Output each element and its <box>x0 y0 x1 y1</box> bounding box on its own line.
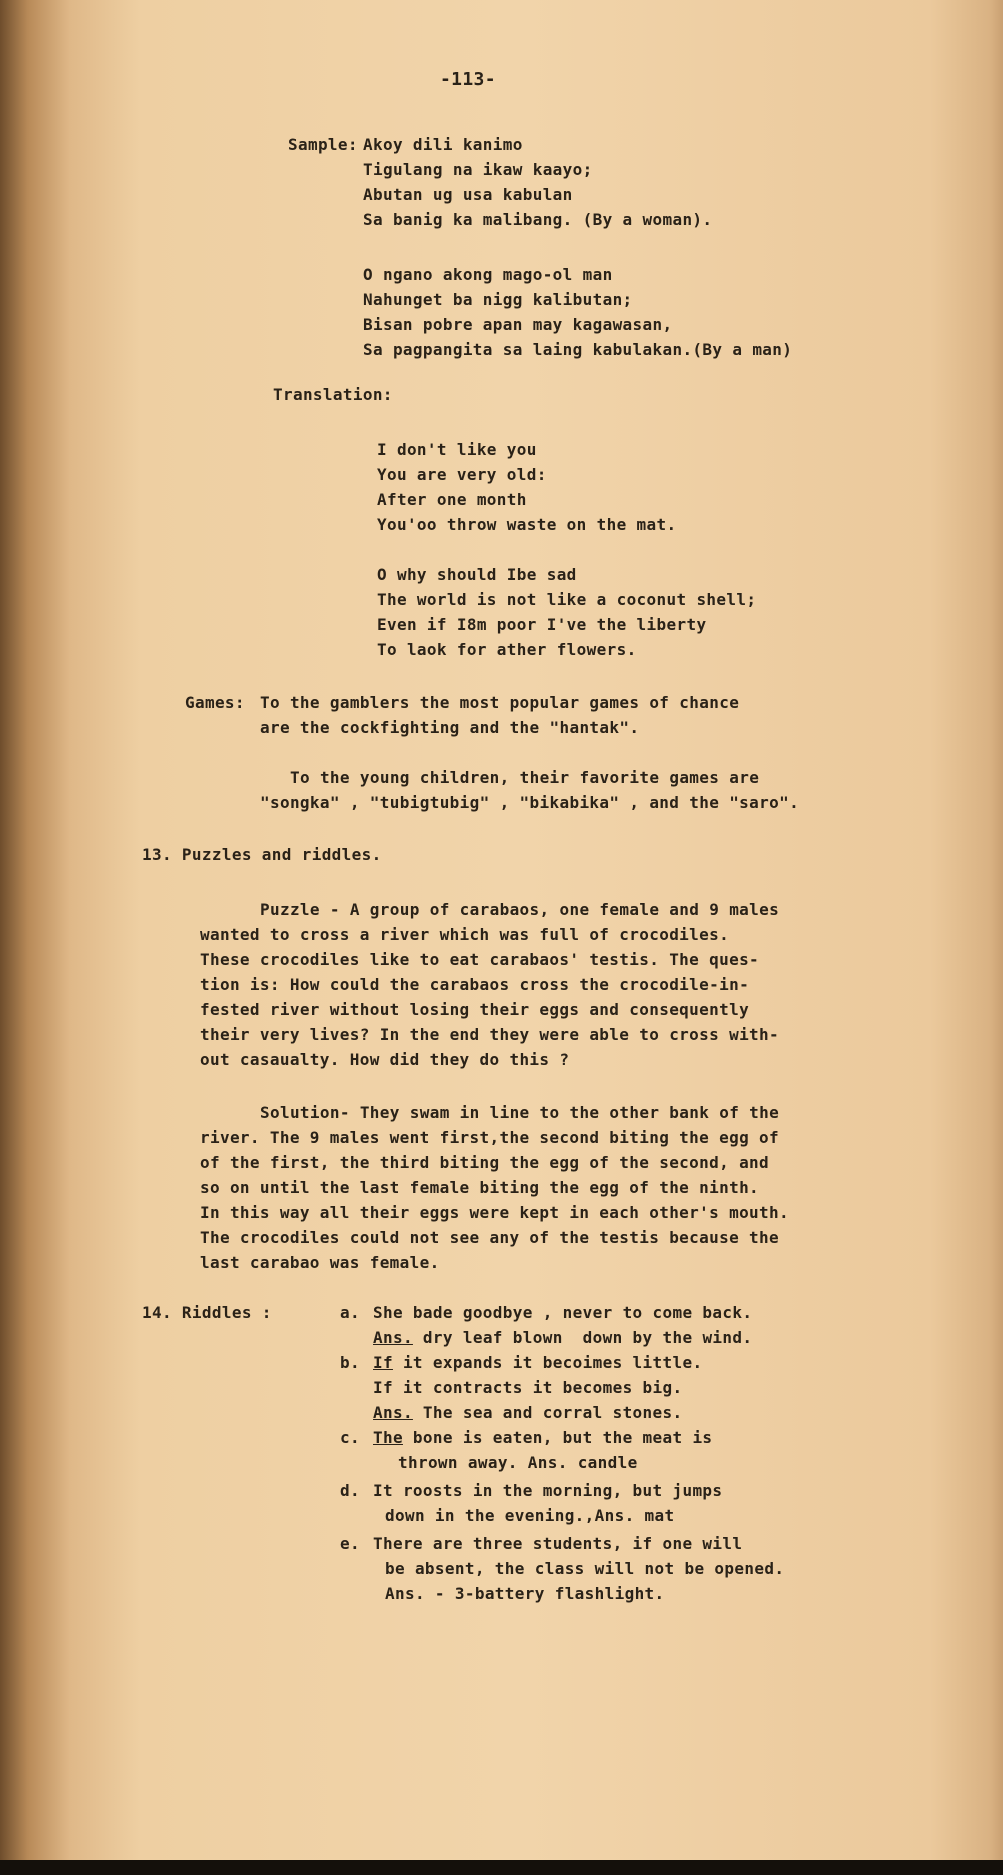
riddle-a-answer-text: dry leaf blown down by the wind. <box>412 1328 753 1347</box>
riddle-b-line-2: If it contracts it becomes big. <box>373 1378 683 1397</box>
sample-label: Sample: <box>288 135 358 154</box>
sample-man-line-4: Sa pagpangita sa laing kabulakan.(By a man) <box>363 340 793 359</box>
riddle-c-line-2: thrown away. Ans. candle <box>398 1453 638 1472</box>
riddle-b-answer-label: Ans. <box>373 1403 413 1422</box>
riddle-e-line-3: Ans. - 3-battery flashlight. <box>385 1584 665 1603</box>
sample-woman-line-2: Tigulang na ikaw kaayo; <box>363 160 593 179</box>
solution-line-7: last carabao was female. <box>200 1253 440 1272</box>
puzzle-line-6: their very lives? In the end they were able to cross with- <box>200 1025 780 1044</box>
puzzle-line-7: out casaualty. How did they do this ? <box>200 1050 570 1069</box>
riddle-c-line-1 <box>373 1428 712 1448</box>
translation-verse-1-line-4: You'oo throw waste on the mat. <box>377 515 677 534</box>
solution-line-4: so on until the last female biting the egg of the ninth. <box>200 1178 760 1197</box>
puzzle-line-1: Puzzle - A group of carabaos, one female and 9 males <box>260 900 780 919</box>
translation-verse-2-line-2: The world is not like a coconut shell; <box>377 590 757 609</box>
solution-line-3: of the first, the third biting the egg of the second, and <box>200 1153 770 1172</box>
riddle-a-answer-label: Ans. <box>373 1328 413 1347</box>
translation-verse-2-line-1: O why should Ibe sad <box>377 565 577 584</box>
solution-line-5: In this way all their eggs were kept in each other's mouth. <box>200 1203 789 1222</box>
page-number: -113- <box>440 69 496 90</box>
riddle-e-line-2: be absent, the class will not be opened. <box>385 1559 785 1578</box>
games-paragraph-1-line-2: are the cockfighting and the "hantak". <box>260 718 640 737</box>
riddle-b-answer <box>373 1403 682 1423</box>
riddle-e-marker: e. <box>340 1534 360 1553</box>
riddle-b-line-1-rest: it expands it becoimes little. <box>392 1353 703 1372</box>
riddle-a-marker: a. <box>340 1303 360 1322</box>
riddle-b-line-1-underlined: If <box>373 1353 393 1372</box>
riddle-a-line-1: She bade goodbye , never to come back. <box>373 1303 753 1322</box>
riddle-b-answer-text: The sea and corral stones. <box>412 1403 683 1422</box>
solution-line-6: The crocodiles could not see any of the testis because the <box>200 1228 780 1247</box>
puzzle-line-3: These crocodiles like to eat carabaos' testis. The ques- <box>200 950 760 969</box>
games-label: Games: <box>185 693 245 712</box>
riddle-a-answer <box>373 1328 752 1348</box>
translation-verse-2-line-4: To laok for ather flowers. <box>377 640 637 659</box>
games-paragraph-1-line-1: To the gamblers the most popular games of chance <box>260 693 740 712</box>
games-paragraph-2-line-2: "songka" , "tubigtubig" , "bikabika" , and the "saro". <box>260 793 800 812</box>
puzzle-line-2: wanted to cross a river which was full of crocodiles. <box>200 925 730 944</box>
sample-man-line-1: O ngano akong mago-ol man <box>363 265 613 284</box>
sample-man-line-3: Bisan pobre apan may kagawasan, <box>363 315 673 334</box>
games-paragraph-2-line-1: To the young children, their favorite games are <box>290 768 760 787</box>
riddle-d-line-2: down in the evening.,Ans. mat <box>385 1506 675 1525</box>
sample-woman-line-4: Sa banig ka malibang. (By a woman). <box>363 210 713 229</box>
riddle-b-line-1 <box>373 1353 702 1373</box>
translation-verse-1-line-2: You are very old: <box>377 465 547 484</box>
solution-line-1: Solution- They swam in line to the other bank of the <box>260 1103 780 1122</box>
solution-line-2: river. The 9 males went first,the second biting the egg of <box>200 1128 780 1147</box>
translation-verse-1-line-1: I don't like you <box>377 440 537 459</box>
section-14-heading: 14. Riddles : <box>142 1303 272 1322</box>
puzzle-line-5: fested river without losing their eggs and consequently <box>200 1000 750 1019</box>
translation-label: Translation: <box>273 385 393 404</box>
sample-woman-line-3: Abutan ug usa kabulan <box>363 185 573 204</box>
sample-man-line-2: Nahunget ba nigg kalibutan; <box>363 290 633 309</box>
riddle-b-marker: b. <box>340 1353 360 1372</box>
riddle-d-line-1: It roosts in the morning, but jumps <box>373 1481 723 1500</box>
scan-bottom-edge <box>0 1860 1003 1875</box>
sample-woman-line-1: Akoy dili kanimo <box>363 135 523 154</box>
riddle-c-line-1-underlined: The <box>373 1428 403 1447</box>
riddle-c-marker: c. <box>340 1428 360 1447</box>
section-13-heading: 13. Puzzles and riddles. <box>142 845 382 864</box>
riddle-e-line-1: There are three students, if one will <box>373 1534 743 1553</box>
translation-verse-1-line-3: After one month <box>377 490 527 509</box>
translation-verse-2-line-3: Even if I8m poor I've the liberty <box>377 615 707 634</box>
riddle-c-line-1-rest: bone is eaten, but the meat is <box>402 1428 713 1447</box>
riddle-d-marker: d. <box>340 1481 360 1500</box>
puzzle-line-4: tion is: How could the carabaos cross the crocodile-in- <box>200 975 750 994</box>
